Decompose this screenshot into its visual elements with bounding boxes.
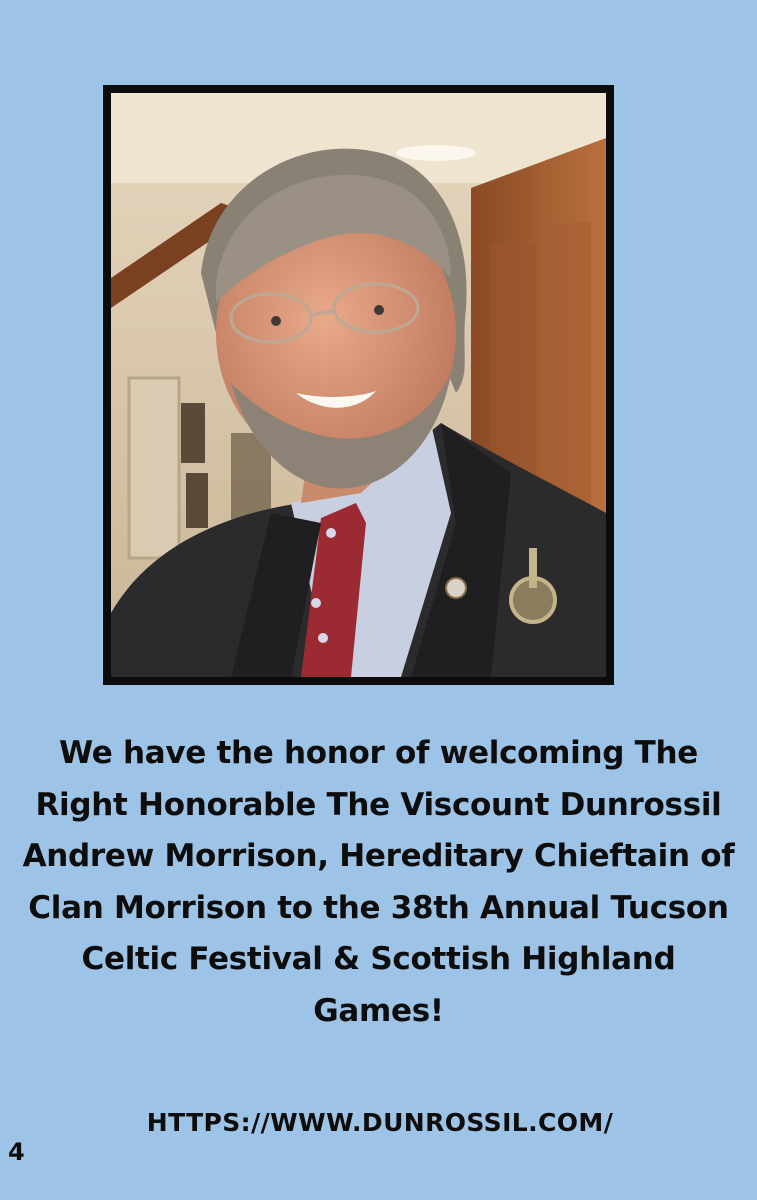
portrait-photo xyxy=(103,85,614,685)
page-number: 4 xyxy=(8,1138,25,1166)
portrait-illustration xyxy=(111,93,606,677)
headline-text: We have the honor of welcoming The Right Honorable The Viscount Dunrossil Andrew Morrison, Hereditary Chieftain of Clan Morrison to the 38th Annual Tucson Celtic Festival & Scottish Highland Games! xyxy=(22,735,735,1029)
website-link[interactable]: HTTPS://WWW.DUNROSSIL.COM/ xyxy=(146,1108,614,1137)
